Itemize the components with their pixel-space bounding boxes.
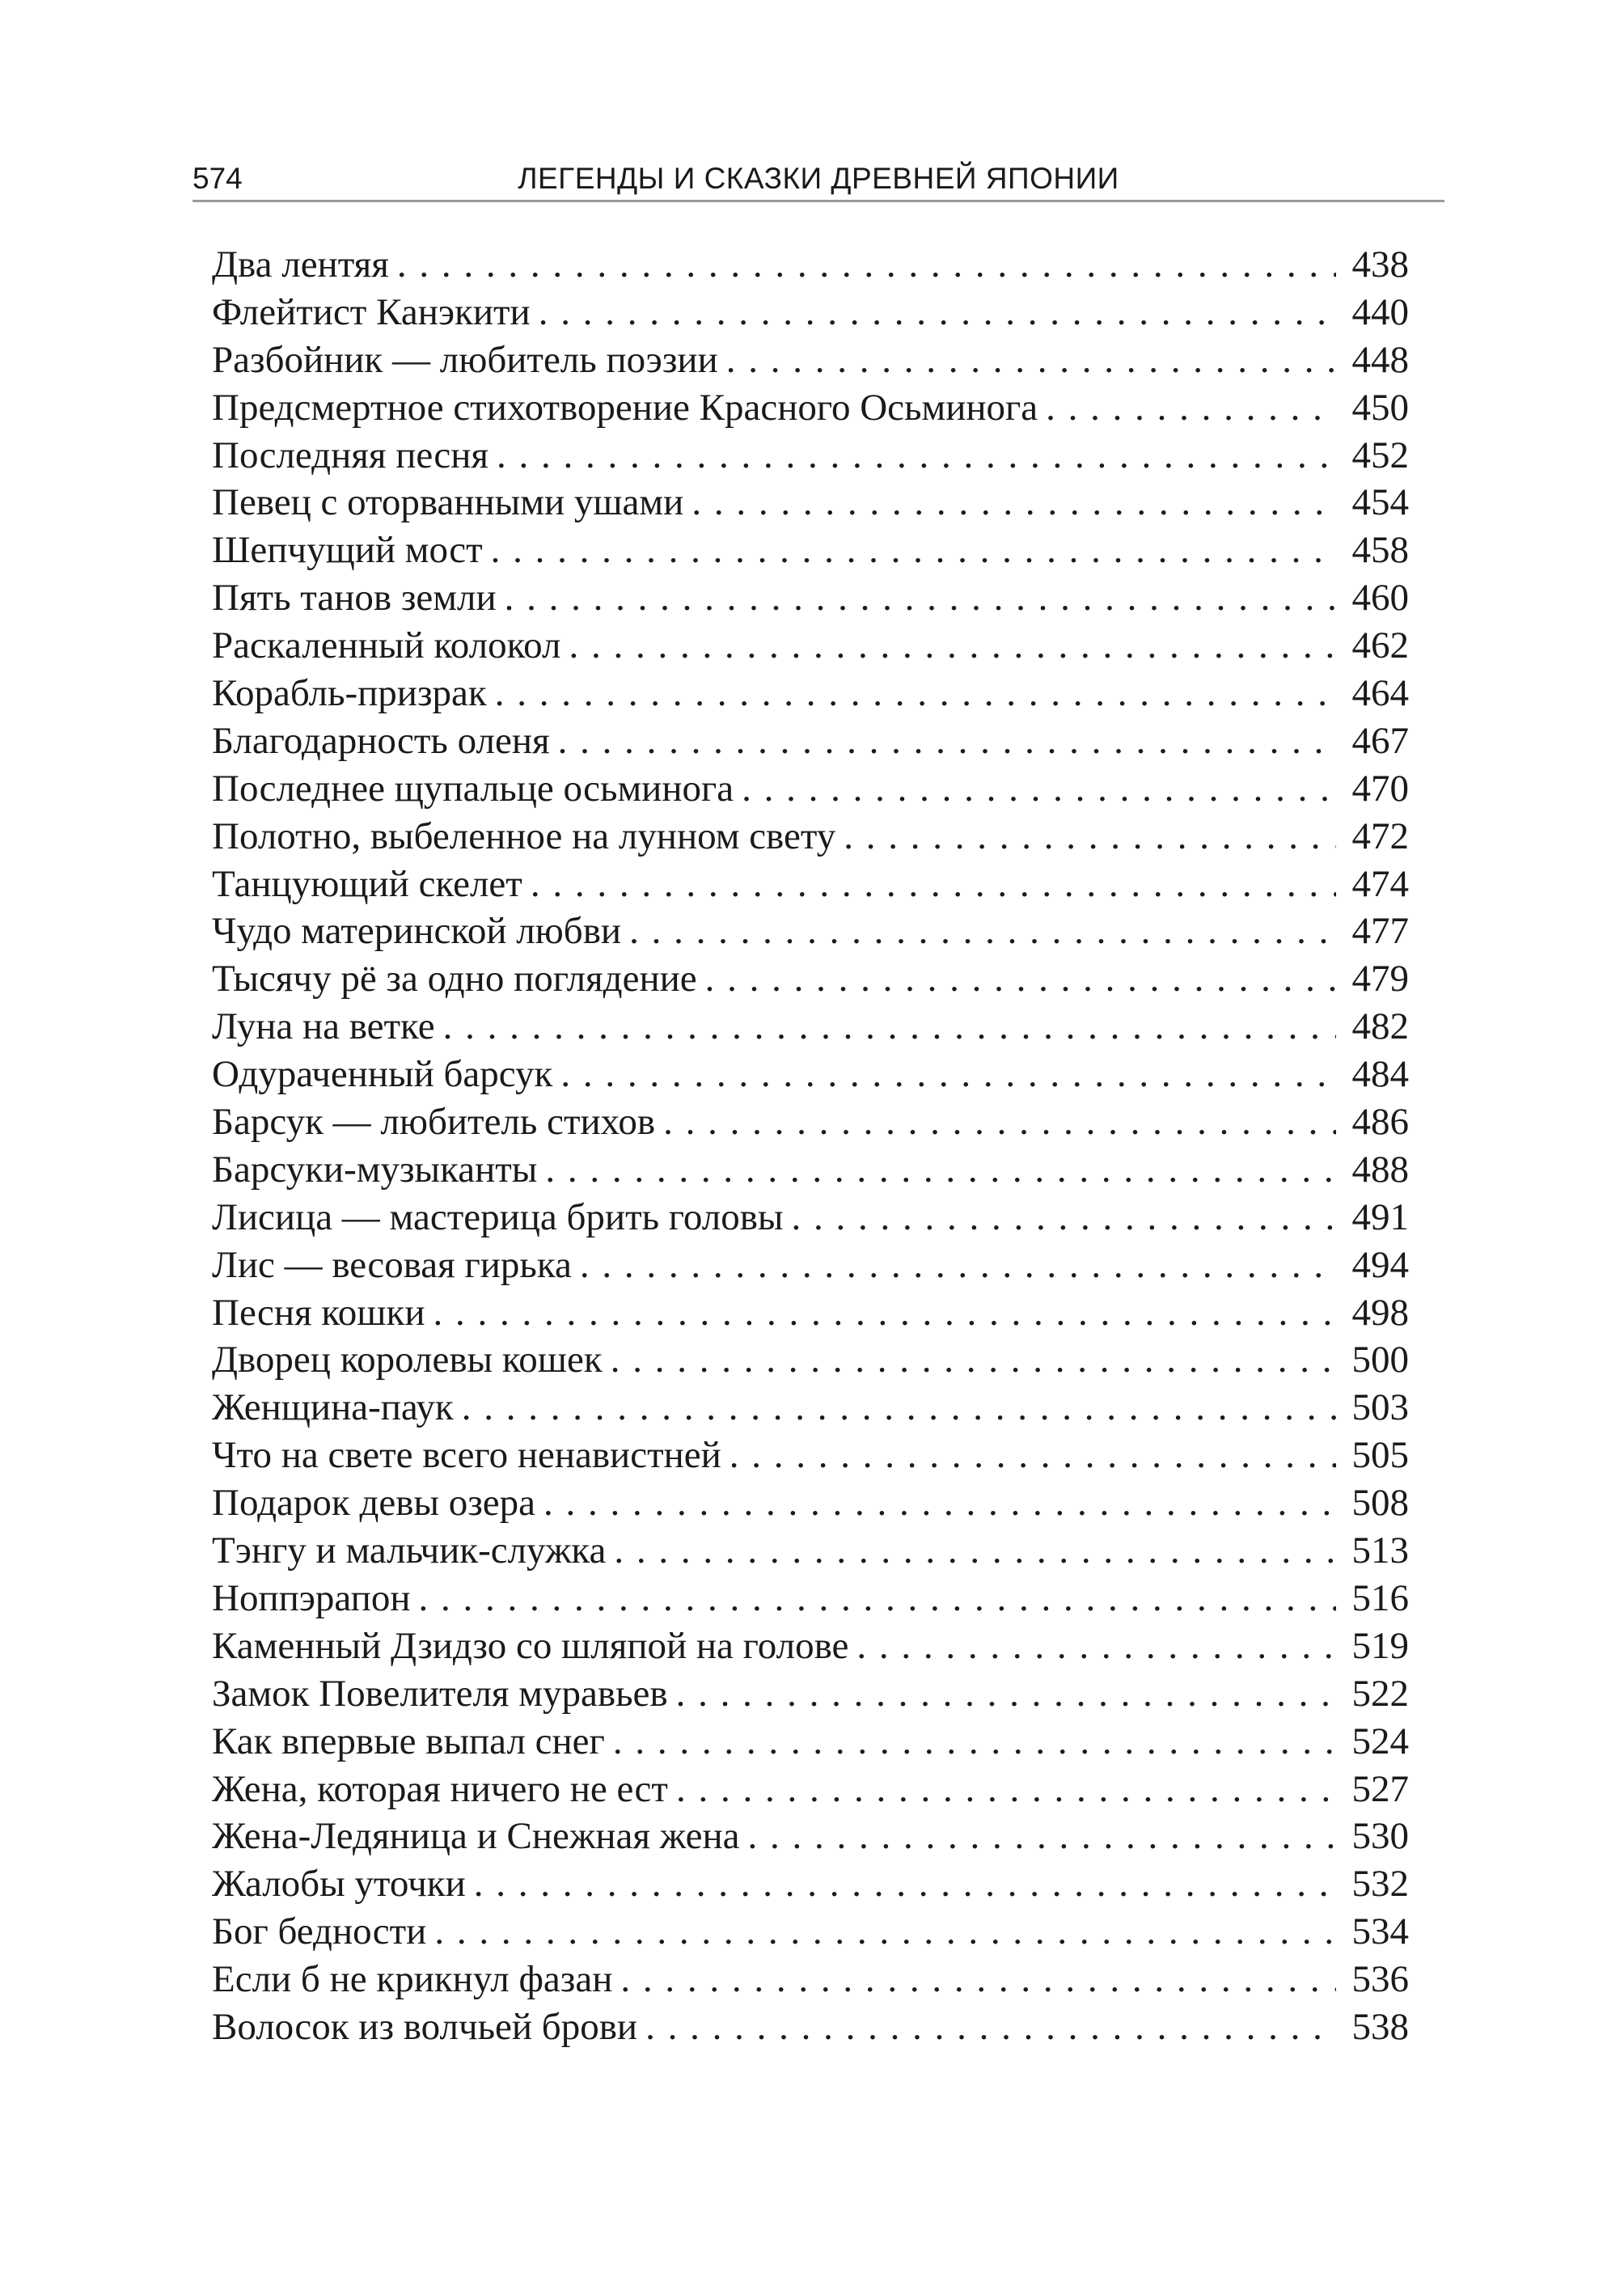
toc-entry-page-number: 513 <box>1351 1529 1409 1572</box>
toc-entry-page-number: 484 <box>1351 1053 1409 1096</box>
dot-leader <box>726 336 1336 384</box>
toc-entry-page-number: 508 <box>1351 1482 1409 1525</box>
toc-entry-title: Пять танов земли <box>212 577 497 620</box>
toc-entry-title: Волосок из волчьей брови <box>212 2005 638 2048</box>
dot-leader <box>462 1384 1336 1432</box>
toc-entry-page-number: 438 <box>1351 243 1409 286</box>
toc-entry-page-number: 462 <box>1351 624 1409 667</box>
toc-entry-page-number: 452 <box>1351 434 1409 476</box>
toc-entry-title: Последняя песня <box>212 434 489 476</box>
toc-entry-title: Ноппэрапон <box>212 1576 411 1619</box>
toc-entry <box>212 336 1409 384</box>
toc-entry <box>212 1908 1409 1956</box>
toc-entry-title: Чудо материнской любви <box>212 910 622 953</box>
toc-entry-title: Луна на ветке <box>212 1005 435 1048</box>
header-divider <box>192 200 1444 202</box>
dot-leader <box>443 1003 1336 1051</box>
toc-entry-title: Лисица — мастерица брить головы <box>212 1195 784 1238</box>
toc-entry <box>212 1766 1409 1813</box>
toc-entry-page-number: 522 <box>1351 1672 1409 1715</box>
dot-leader <box>543 1479 1336 1527</box>
toc-entry-title: Жалобы уточки <box>212 1863 466 1906</box>
dot-leader <box>856 1622 1336 1670</box>
toc-entry-page-number: 454 <box>1351 481 1409 524</box>
dot-leader <box>580 1242 1336 1289</box>
toc-entry <box>212 1146 1409 1194</box>
toc-entry <box>212 1718 1409 1766</box>
toc-entry-page-number: 538 <box>1351 2005 1409 2048</box>
dot-leader <box>614 1527 1336 1575</box>
toc-entry-page-number: 536 <box>1351 1958 1409 2001</box>
dot-leader <box>611 1336 1336 1384</box>
toc-entry <box>212 1956 1409 2003</box>
toc-entry-title: Подарок девы озера <box>212 1482 536 1525</box>
dot-leader <box>613 1718 1336 1766</box>
toc-entry-title: Полотно, выбеленное на лунном свету <box>212 814 836 857</box>
toc-entry-title: Корабль-призрак <box>212 672 487 715</box>
toc-entry <box>212 1622 1409 1670</box>
toc-entry-page-number: 519 <box>1351 1624 1409 1667</box>
dot-leader <box>691 479 1336 527</box>
toc-entry <box>212 1289 1409 1337</box>
toc-entry <box>212 1051 1409 1098</box>
toc-entry <box>212 574 1409 622</box>
toc-entry-title: Если б не крикнул фазан <box>212 1958 613 2001</box>
toc-entry-page-number: 464 <box>1351 672 1409 715</box>
toc-entry-title: Предсмертное стихотворение Красного Осьминога <box>212 386 1038 429</box>
dot-leader <box>676 1766 1336 1813</box>
toc-entry-page-number: 498 <box>1351 1291 1409 1334</box>
toc-entry <box>212 1813 1409 1860</box>
toc-entry <box>212 2003 1409 2051</box>
toc-entry <box>212 907 1409 955</box>
toc-entry-title: Женщина-паук <box>212 1386 454 1429</box>
toc-entry-page-number: 503 <box>1351 1386 1409 1429</box>
toc-entry-page-number: 527 <box>1351 1767 1409 1810</box>
toc-entry-title: Бог бедности <box>212 1910 427 1953</box>
dot-leader <box>748 1813 1337 1860</box>
toc-entry-title: Одураченный барсук <box>212 1053 553 1096</box>
toc-entry-page-number: 532 <box>1351 1863 1409 1906</box>
toc-entry <box>212 289 1409 336</box>
toc-entry <box>212 479 1409 527</box>
toc-entry-page-number: 479 <box>1351 958 1409 1001</box>
toc-entry-title: Разбойник — любитель поэзии <box>212 338 718 381</box>
dot-leader <box>676 1670 1336 1718</box>
toc-entry-title: Шепчущий мост <box>212 529 483 572</box>
dot-leader <box>844 813 1336 861</box>
dot-leader <box>531 861 1336 908</box>
toc-entry-page-number: 450 <box>1351 386 1409 429</box>
toc-entry <box>212 241 1409 289</box>
dot-leader <box>505 574 1336 622</box>
toc-entry-title: Барсуки-музыканты <box>212 1148 538 1191</box>
toc-entry-page-number: 488 <box>1351 1148 1409 1191</box>
dot-leader <box>730 1432 1336 1479</box>
toc-entry-title: Каменный Дзидзо со шляпой на голове <box>212 1624 849 1667</box>
dot-leader <box>497 432 1336 480</box>
toc-entry-page-number: 500 <box>1351 1339 1409 1381</box>
page-number: 574 <box>192 162 243 195</box>
toc-entry-title: Тысячу рё за одно поглядение <box>212 958 697 1001</box>
toc-entry-page-number: 482 <box>1351 1005 1409 1048</box>
dot-leader <box>545 1146 1336 1194</box>
toc-entry-page-number: 470 <box>1351 767 1409 810</box>
running-title: ЛЕГЕНДЫ И СКАЗКИ ДРЕВНЕЙ ЯПОНИИ <box>518 162 1119 195</box>
dot-leader <box>792 1194 1336 1242</box>
dot-leader <box>705 955 1336 1003</box>
toc-entry <box>212 1336 1409 1384</box>
toc-entry <box>212 1527 1409 1575</box>
toc-entry <box>212 622 1409 670</box>
toc-entry-page-number: 486 <box>1351 1101 1409 1144</box>
toc-entry-title: Барсук — любитель стихов <box>212 1101 656 1144</box>
toc-entry <box>212 1860 1409 1908</box>
toc-entry-page-number: 458 <box>1351 529 1409 572</box>
toc-entry-page-number: 467 <box>1351 719 1409 762</box>
toc-entry <box>212 1242 1409 1289</box>
toc-entry-title: Как впервые выпал снег <box>212 1720 605 1762</box>
toc-entry <box>212 432 1409 480</box>
toc-entry-page-number: 516 <box>1351 1576 1409 1619</box>
toc-entry-page-number: 491 <box>1351 1195 1409 1238</box>
toc-entry-title: Танцующий скелет <box>212 862 522 905</box>
toc-entry <box>212 717 1409 765</box>
toc-entry-title: Лис — весовая гирька <box>212 1243 572 1286</box>
dot-leader <box>645 2003 1336 2051</box>
toc-entry <box>212 955 1409 1003</box>
toc-entry <box>212 1384 1409 1432</box>
toc-entry <box>212 1098 1409 1146</box>
toc-entry <box>212 670 1409 717</box>
toc-entry-title: Жена-Ледяница и Снежная жена <box>212 1815 740 1858</box>
toc-entry <box>212 1432 1409 1479</box>
toc-entry-page-number: 477 <box>1351 910 1409 953</box>
toc-entry-page-number: 505 <box>1351 1434 1409 1477</box>
toc-entry-page-number: 474 <box>1351 862 1409 905</box>
toc-entry <box>212 527 1409 574</box>
toc-entry-title: Благодарность оленя <box>212 719 550 762</box>
dot-leader <box>742 765 1336 813</box>
dot-leader <box>491 527 1336 574</box>
dot-leader <box>1046 384 1336 432</box>
toc-entry-title: Тэнгу и мальчик-служка <box>212 1529 607 1572</box>
toc-entry-title: Певец с оторванными ушами <box>212 481 684 524</box>
toc-entry <box>212 384 1409 432</box>
toc-entry-title: Что на свете всего ненавистней <box>212 1434 721 1477</box>
toc-entry-page-number: 534 <box>1351 1910 1409 1953</box>
toc-entry <box>212 813 1409 861</box>
toc-entry-page-number: 472 <box>1351 814 1409 857</box>
dot-leader <box>663 1098 1336 1146</box>
dot-leader <box>434 1908 1336 1956</box>
toc-entry <box>212 861 1409 908</box>
dot-leader <box>433 1289 1336 1337</box>
toc-entry-page-number: 460 <box>1351 577 1409 620</box>
toc-entry-page-number: 530 <box>1351 1815 1409 1858</box>
toc-entry-title: Замок Повелителя муравьев <box>212 1672 668 1715</box>
dot-leader <box>569 622 1336 670</box>
dot-leader <box>560 1051 1336 1098</box>
toc-entry <box>212 1479 1409 1527</box>
dot-leader <box>629 907 1336 955</box>
toc-entry-page-number: 524 <box>1351 1720 1409 1762</box>
dot-leader <box>539 289 1336 336</box>
toc-entry-page-number: 448 <box>1351 338 1409 381</box>
toc-entry-title: Последнее щупальце осьминога <box>212 767 734 810</box>
toc-entry-title: Раскаленный колокол <box>212 624 561 667</box>
toc-entry <box>212 765 1409 813</box>
toc-entry-title: Флейтист Канэкити <box>212 290 531 333</box>
toc-entry-title: Песня кошки <box>212 1291 425 1334</box>
toc-entry-title: Жена, которая ничего не ест <box>212 1767 668 1810</box>
toc-entry-title: Дворец королевы кошек <box>212 1339 603 1381</box>
toc-entry-page-number: 494 <box>1351 1243 1409 1286</box>
dot-leader <box>558 717 1336 765</box>
toc-entry-page-number: 440 <box>1351 290 1409 333</box>
dot-leader <box>418 1575 1336 1622</box>
toc-entry <box>212 1003 1409 1051</box>
toc-entry <box>212 1670 1409 1718</box>
toc-entry <box>212 1575 1409 1622</box>
toc-entry-title: Два лентяя <box>212 243 389 286</box>
dot-leader <box>620 1956 1336 2003</box>
dot-leader <box>474 1860 1336 1908</box>
dot-leader <box>495 670 1336 717</box>
dot-leader <box>397 241 1336 289</box>
table-of-contents <box>212 241 1409 2051</box>
toc-entry <box>212 1194 1409 1242</box>
